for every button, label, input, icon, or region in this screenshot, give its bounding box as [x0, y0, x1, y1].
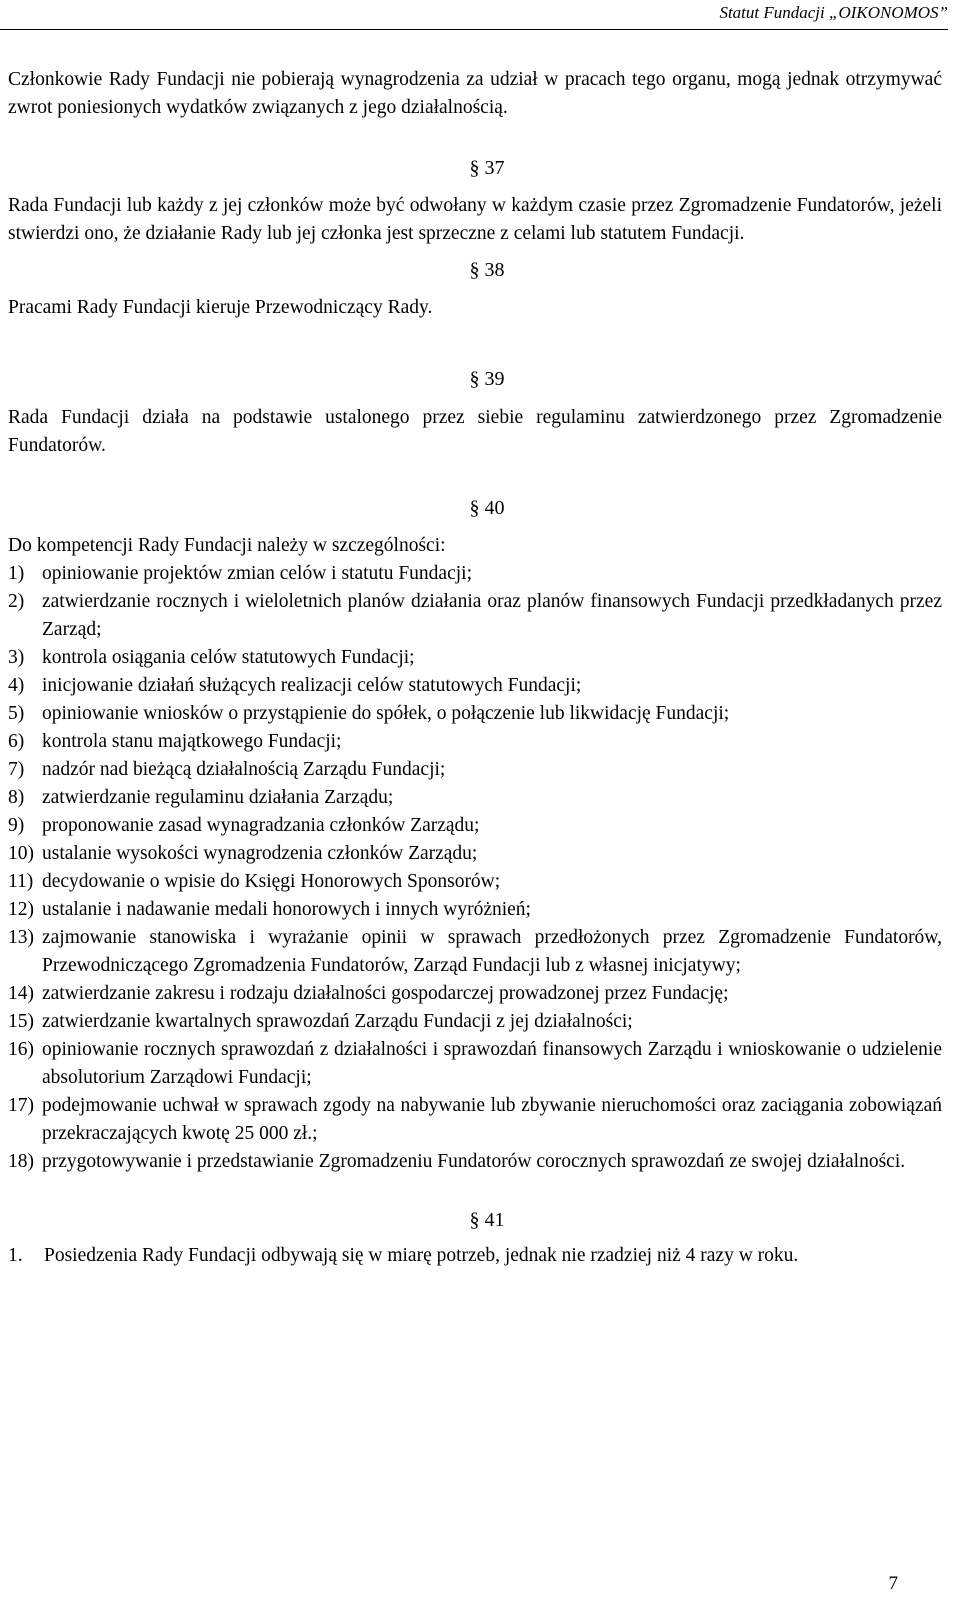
header-title: Statut Fundacji „OIKONOMOS” — [719, 3, 948, 22]
list-item: 3) kontrola osiągania celów statutowych Fundacji; — [8, 647, 415, 668]
section-37-text: Rada Fundacji lub każdy z jej członków może być odwołany w każdym czasie przez Zgromadzenie Fundatorów, jeżeli stwierdzi ono, że działanie Rady lub jej członka jest sprzeczne z celami lub statutem Fundacji. — [8, 195, 942, 244]
section-39-text: Rada Fundacji działa na podstawie ustalonego przez siebie regulaminu zatwierdzonego przez Zgromadzenie Fundatorów. — [8, 407, 942, 456]
intro-paragraph: Członkowie Rady Fundacji nie pobierają wynagrodzenia za udział w pracach tego organu, mogą jednak otrzymywać zwrot poniesionych wydatków związanych z jego działalnością. — [8, 69, 942, 118]
list-item: 1. Posiedzenia Rady Fundacji odbywają się w miarę potrzeb, jednak nie rzadziej niż 4 razy w roku. — [8, 1245, 799, 1266]
list-item: 2) zatwierdzanie rocznych i wieloletnich planów działania oraz planów finansowych Fundacji przedkładanych przez Zarząd; — [8, 591, 942, 640]
list-item: 15) zatwierdzanie kwartalnych sprawozdań Zarządu Fundacji z jej działalności; — [8, 1011, 633, 1032]
section-41-heading: § 41 — [469, 1209, 505, 1231]
list-item: 13) zajmowanie stanowiska i wyrażanie opinii w sprawach przedłożonych przez Zgromadzenie Fundatorów, Przewodniczącego Zgromadzenia Fundatorów, Zarząd Fundacji lub z własnej inicjatywy; — [8, 927, 942, 976]
document-body — [8, 66, 942, 1270]
page-header — [0, 0, 948, 30]
list-item: 5) opiniowanie wniosków o przystąpienie do spółek, o połączenie lub likwidację Fundacji; — [8, 703, 730, 724]
section-40-heading: § 40 — [469, 497, 505, 519]
list-item: 16) opiniowanie rocznych sprawozdań z działalności i sprawozdań finansowych Zarządu i wnioskowanie o udzielenie absolutorium Zarządowi Fundacji; — [8, 1039, 942, 1088]
section-39-heading: § 39 — [469, 368, 505, 390]
list-item: 9) proponowanie zasad wynagradzania członków Zarządu; — [8, 815, 480, 836]
list-item: 7) nadzór nad bieżącą działalnością Zarządu Fundacji; — [8, 759, 446, 780]
list-item: 8) zatwierdzanie regulaminu działania Zarządu; — [8, 787, 394, 808]
list-item: 12) ustalanie i nadawanie medali honorowych i innych wyróżnień; — [8, 899, 531, 920]
list-item: 1) opiniowanie projektów zmian celów i statutu Fundacji; — [8, 563, 472, 584]
list-item: 14) zatwierdzanie zakresu i rodzaju działalności gospodarczej prowadzonej przez Fundację; — [8, 983, 729, 1004]
section-38-text: Pracami Rady Fundacji kieruje Przewodniczący Rady. — [8, 297, 433, 318]
section-41-list — [8, 1242, 942, 1270]
list-item: 4) inicjowanie działań służących realizacji celów statutowych Fundacji; — [8, 675, 582, 696]
list-item: 6) kontrola stanu majątkowego Fundacji; — [8, 731, 342, 752]
section-38-heading: § 38 — [469, 259, 505, 281]
competence-list — [8, 560, 942, 1176]
list-item: 10) ustalanie wysokości wynagrodzenia członków Zarządu; — [8, 843, 478, 864]
list-item: 11) decydowanie o wpisie do Księgi Honorowych Sponsorów; — [8, 871, 501, 892]
page-number: 7 — [888, 1573, 898, 1594]
section-37-heading: § 37 — [469, 157, 505, 179]
section-40-intro: Do kompetencji Rady Fundacji należy w szczególności: — [8, 535, 446, 556]
list-item: 17) podejmowanie uchwał w sprawach zgody na nabywanie lub zbywanie nieruchomości oraz zaciągania zobowiązań przekraczających kwotę 25 000 zł.; — [8, 1095, 942, 1144]
list-item: 18) przygotowywanie i przedstawianie Zgromadzeniu Fundatorów corocznych sprawozdań ze swojej działalności. — [8, 1151, 906, 1172]
